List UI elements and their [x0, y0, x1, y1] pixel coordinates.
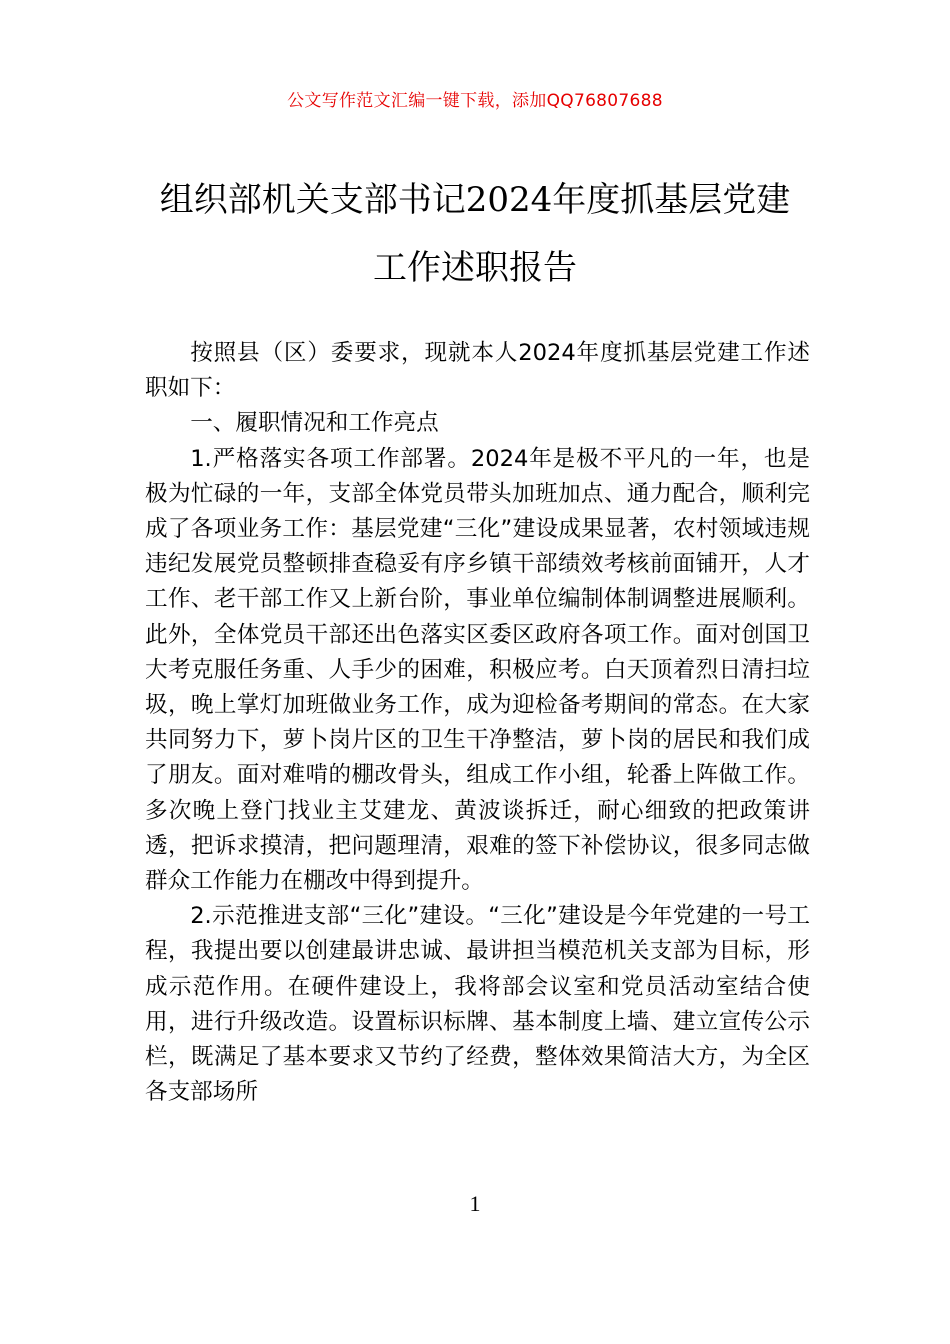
document-body: [145, 336, 810, 1110]
body-paragraph-2: 2.示范推进支部“三化”建设。“三化”建设是今年党建的一号工程，我提出要以创建最讲忠诚、最讲担当模范机关支部为目标，形成示范作用。在硬件建设上，我将部会议室和党员活动室结合使用，进行升级改造。设置标识标牌、基本制度上墙、建立宣传公示栏，既满足了基本要求又节约了经费，整体效果简洁大方，为全区各支部场所: [145, 903, 810, 1106]
document-title: [110, 166, 840, 302]
body-paragraph-1: 1.严格落实各项工作部署。2024年是极不平凡的一年，也是极为忙碌的一年，支部全体党员带头加班加点、通力配合，顺利完成了各项业务工作：基层党建“三化”建设成果显著，农村领域违规违纪发展党员整顿排查稳妥有序乡镇干部绩效考核前面铺开，人才工作、老干部工作又上新台阶，事业单位编制体制调整进展顺利。此外，全体党员干部还出色落实区委区政府各项工作。面对创国卫大考克服任务重、人手少的困难，积极应考。白天顶着烈日清扫垃圾，晚上掌灯加班做业务工作，成为迎检备考期间的常态。在大家共同努力下，萝卜岗片区的卫生干净整洁，萝卜岗的居民和我们成了朋友。面对难啃的棚改骨头，组成工作小组，轮番上阵做工作。多次晚上登门找业主艾建龙、黄波谈拆迁，耐心细致的把政策讲透，把诉求摸清，把问题理清，艰难的签下补偿协议，很多同志做群众工作能力在棚改中得到提升。: [145, 445, 810, 895]
document-title-line-2: 工作述职报告: [373, 248, 577, 288]
document-title-line-1: 组织部机关支部书记2024年度抓基层党建: [159, 180, 791, 220]
download-notice: 公文写作范文汇编一键下载，添加QQ76807688: [287, 91, 663, 111]
intro-paragraph: 按照县（区）委要求，现就本人2024年度抓基层党建工作述职如下：: [145, 340, 810, 402]
section-heading: 一、履职情况和工作亮点: [190, 410, 439, 437]
page-number: 1: [469, 1191, 481, 1216]
